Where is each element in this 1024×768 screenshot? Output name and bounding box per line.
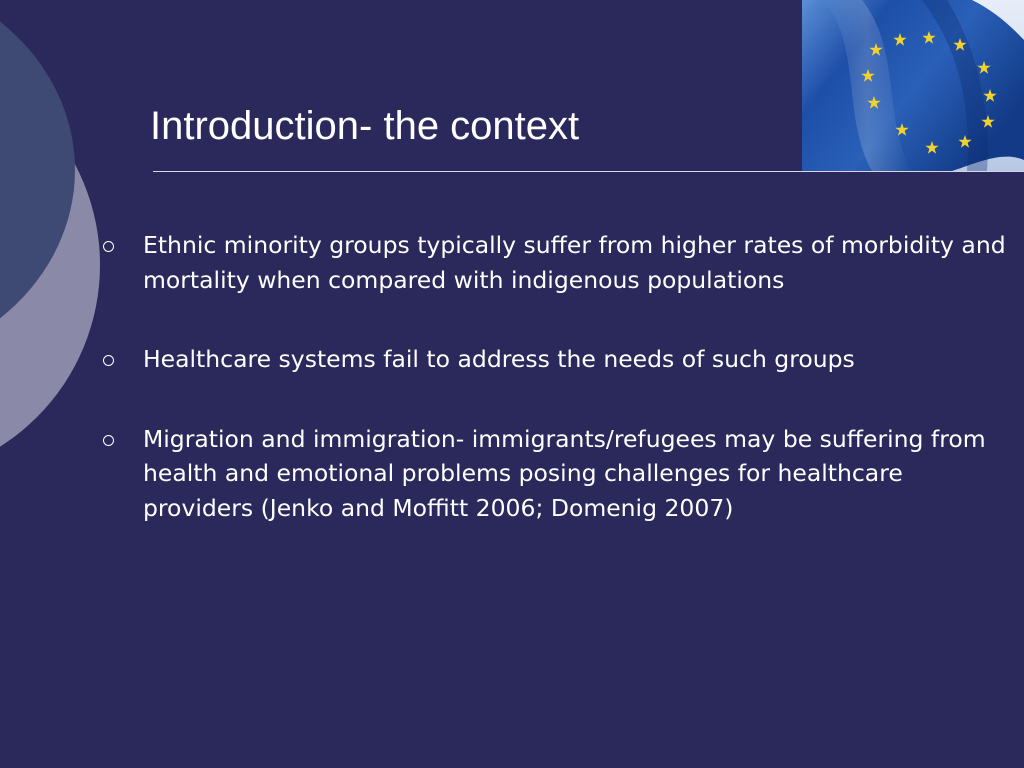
bullet-item (100, 228, 1015, 297)
bullet-item (100, 342, 1015, 377)
bullet-circle-icon (103, 241, 114, 252)
bullet-text: Ethnic minority groups typically suffer from higher rates of morbidity and mortality when compared with indigenous populations (143, 231, 1006, 294)
bullet-text: Healthcare systems fail to address the needs of such groups (143, 345, 855, 373)
bullet-item (100, 422, 1015, 526)
slide-title: Introduction- the context (150, 104, 580, 148)
bullet-circle-icon (103, 355, 114, 366)
title-underline (153, 171, 1024, 172)
bullet-list (100, 228, 1015, 570)
bullet-circle-icon (103, 435, 114, 446)
bullet-text: Migration and immigration- immigrants/refugees may be suffering from health and emotional problems posing challenges for healthcare providers (Jenko and Moffitt 2006; Domenig 2007) (143, 424, 986, 522)
eu-flag-image (802, 0, 1024, 171)
